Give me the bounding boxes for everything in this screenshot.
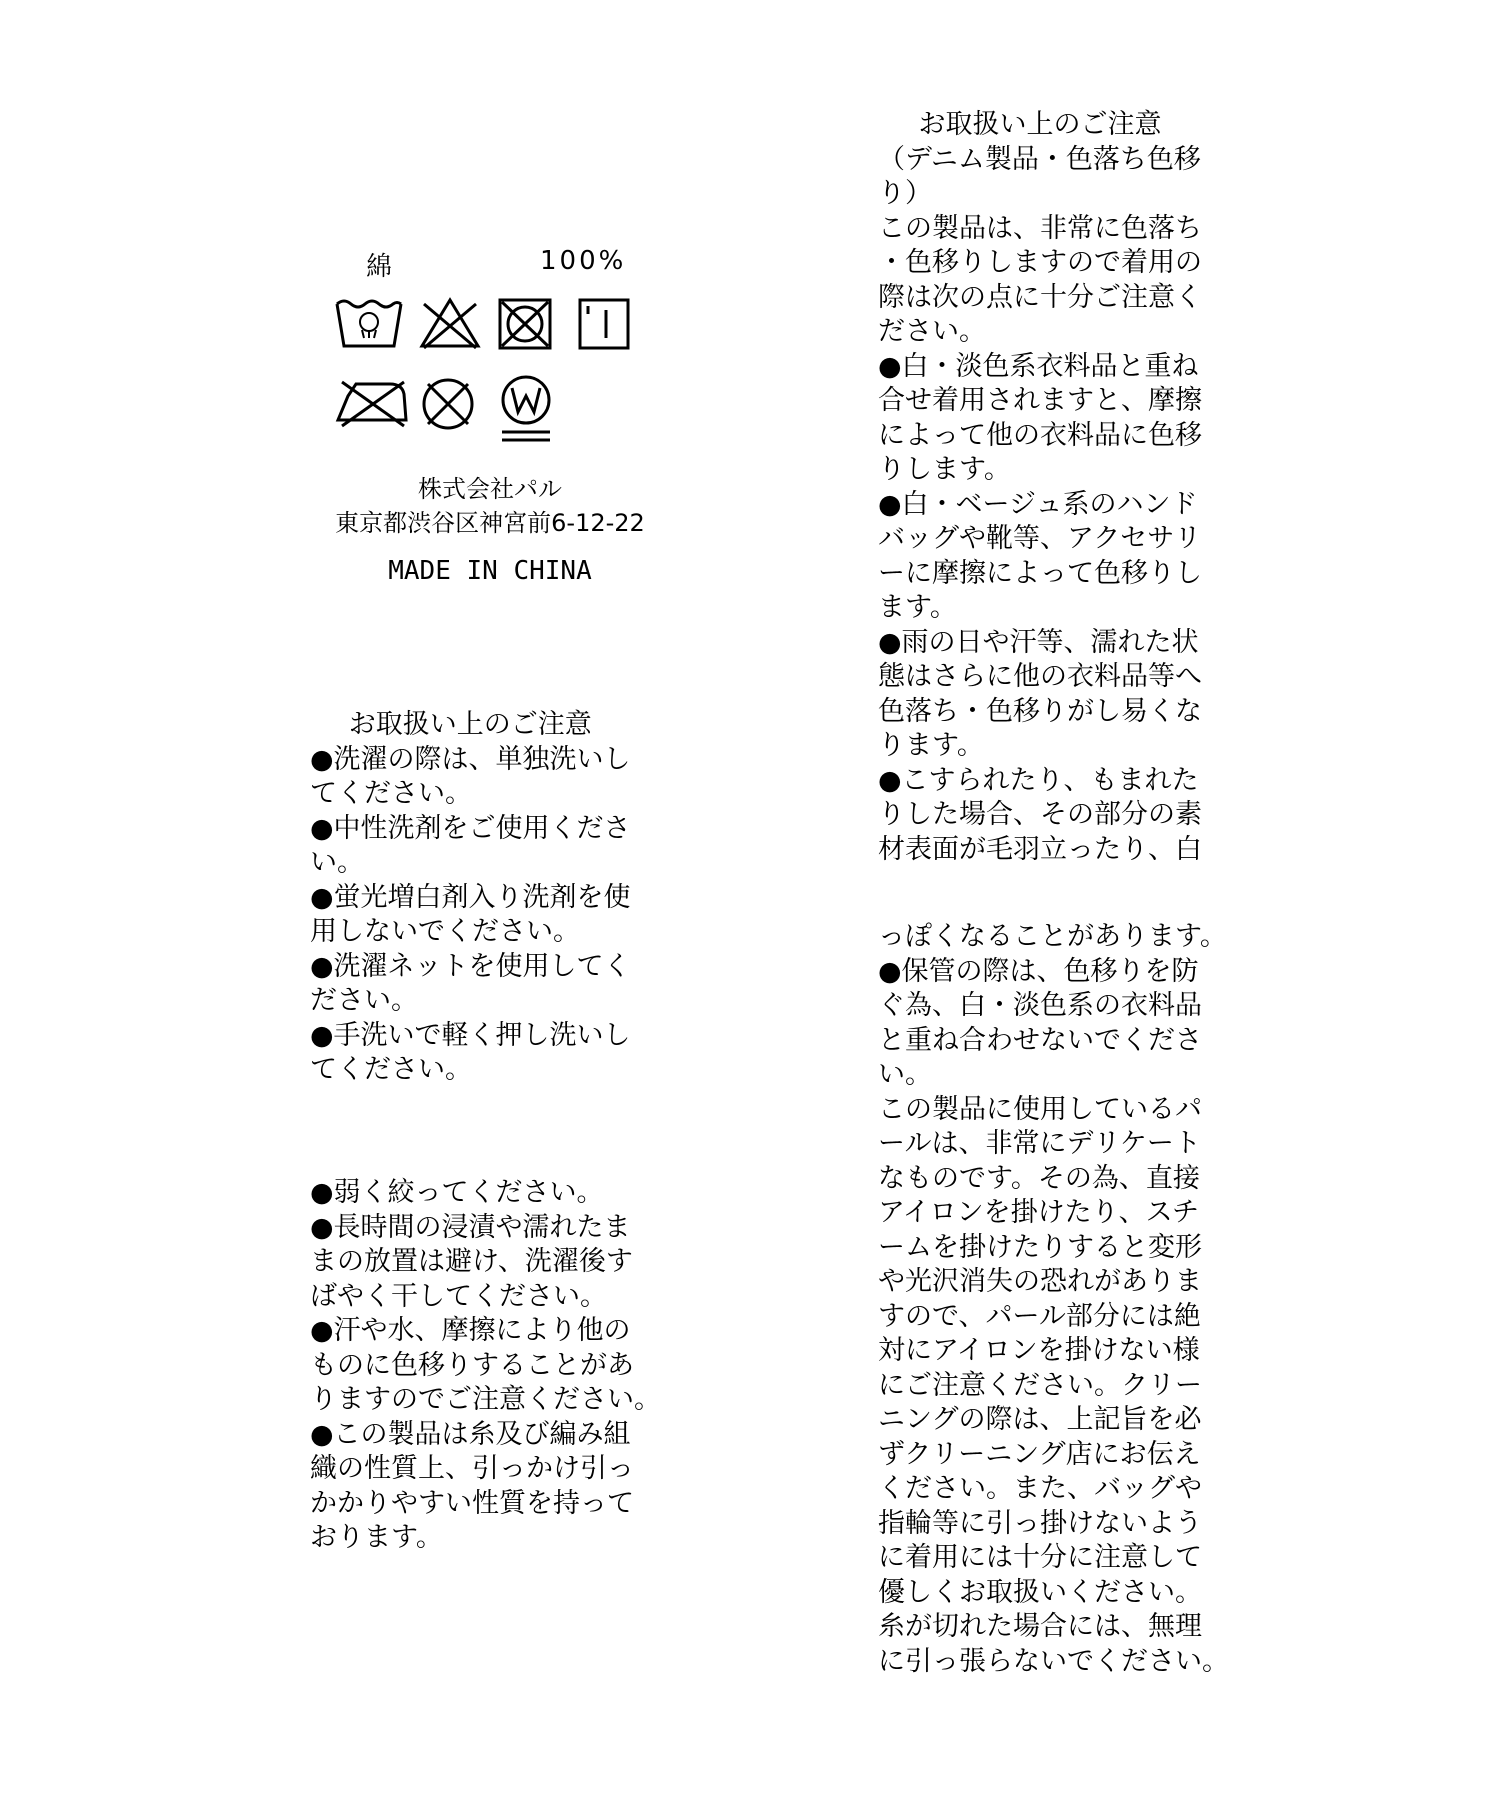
note-line: ●洗濯の際は、単独洗いし [310,743,631,775]
note-line: に引っ張らないでください。 [878,1645,1229,1677]
note-line: りします。 [878,454,1011,485]
composition-line [360,246,640,280]
note-line: ●洗濯ネットを使用してく [310,950,631,982]
note-line: ●中性洗剤をご使用くださ [310,812,631,844]
no-iron-icon [334,374,410,430]
note-line: バッグや靴等、アクセサリ [878,523,1202,554]
note-line: ●白・淡色系衣料品と重ね [878,350,1199,382]
note-line: すので、パール部分には絶 [878,1300,1201,1332]
note-line: てください。 [310,1054,472,1085]
care-notes-left-2 [310,1176,661,1556]
note-line: 優しくお取扱いください。 [878,1576,1202,1608]
care-notes-right-1 [878,108,1202,867]
note-line: アイロンを掛けたり、スチ [878,1197,1200,1228]
care-notes-right-2 [878,920,1229,1679]
note-line: 用しないでください。 [310,916,580,947]
note-line: 糸が切れた場合には、無理 [878,1611,1202,1642]
note-line: ぐ為、白・淡色系の衣料品 [878,990,1202,1021]
no-dryclean-icon [418,374,478,434]
notes-heading: お取扱い上のご注意 [348,709,592,740]
note-line: 指輪等に引っ掛けないよう [878,1507,1202,1539]
note-line: ます。 [878,592,957,623]
note-line: りした場合、その部分の素 [878,799,1202,830]
note-line: によって他の衣料品に色移 [878,419,1202,451]
note-line: 材表面が毛羽立ったり、白 [878,833,1202,865]
notes-lines [310,1176,661,1556]
note-line: 態はさらに他の衣料品等へ [878,661,1202,692]
note-line: ります。 [878,730,984,761]
note-line: 対にアイロンを掛けない様 [878,1335,1200,1366]
note-line: ●この製品は糸及び編み組 [310,1418,631,1450]
note-line: ものに色移りすることがあ [310,1349,634,1381]
note-line: ールは、非常にデリケート [878,1128,1201,1159]
note-line: この製品に使用しているパ [878,1093,1202,1125]
company-address: 東京都渋谷区神宮前6-12-22 [335,509,645,537]
note-line: なものです。その為、直接 [878,1162,1200,1194]
note-line: 織の性質上、引っかけ引っ [310,1453,634,1484]
note-line: ームを掛けたりすると変形 [878,1231,1202,1263]
note-line: い。 [878,1059,932,1090]
note-line: っぽくなることがあります。 [878,921,1227,952]
note-line: ださい。 [878,316,986,347]
note-line: と重ね合わせないでくださ [878,1024,1202,1056]
note-line: 合せ着用されますと、摩擦 [878,385,1202,416]
note-line: ・色移りしますので着用の [878,247,1202,278]
wash-30-mild-icon [334,296,404,352]
note-line: い。 [310,847,364,878]
note-line: ●こすられたり、もまれた [878,764,1199,796]
note-line: まの放置は避け、洗濯後す [310,1246,633,1277]
note-line: ●保管の際は、色移りを防 [878,955,1199,987]
care-symbols [330,290,660,460]
country-of-origin: MADE IN CHINA [388,556,592,586]
note-line: ●白・ベージュ系のハンド [878,488,1198,520]
note-line: 際は次の点に十分ご注意く [878,281,1202,313]
wet-clean-very-mild-icon [496,372,556,448]
note-line: や光沢消失の恐れがありま [878,1266,1202,1297]
note-line: ーに摩擦によって色移りし [878,557,1202,589]
note-line: りますのでご注意ください。 [310,1384,661,1415]
note-line: かかりやすい性質を持って [310,1487,634,1519]
no-bleach-icon [418,296,482,352]
note-line: この製品は、非常に色落ち [878,212,1202,244]
note-line: ●弱く絞ってください。 [310,1177,604,1208]
note-line: てください。 [310,778,472,809]
note-line: ださい。 [310,985,418,1016]
note-line: ください。また、バッグや [878,1473,1202,1504]
note-line: 色落ち・色移りがし易くな [878,695,1202,727]
care-notes-left-1 [310,708,631,1088]
material-percent: 100% [540,246,627,276]
note-line: り） [878,178,932,209]
note-line: ●長時間の浸漬や濡れたま [310,1211,631,1243]
note-line: おります。 [310,1522,443,1553]
note-line: ばやく干してください。 [310,1280,607,1312]
company-info [300,472,680,540]
material-label: 綿 [366,252,393,282]
no-tumble-dry-icon [496,296,554,352]
note-line: ●蛍光増白剤入り洗剤を使 [310,881,631,913]
note-line: ●雨の日や汗等、濡れた状 [878,626,1199,658]
note-line: （デニム製品・色落ち色移 [878,143,1201,175]
notes-lines [310,743,631,1088]
company-name: 株式会社パル [418,475,562,503]
note-line: にご注意ください。クリー [878,1369,1202,1401]
note-line: ずクリーニング店にお伝え [878,1438,1201,1470]
line-dry-icon [576,296,632,352]
note-line: に着用には十分に注意して [878,1542,1202,1573]
notes-lines [878,143,1202,868]
notes-heading: お取扱い上のご注意 [918,109,1162,140]
notes-lines [878,920,1229,1679]
note-line: ニングの際は、上記旨を必 [878,1404,1202,1435]
note-line: ●手洗いで軽く押し洗いし [310,1019,631,1051]
note-line: ●汗や水、摩擦により他の [310,1315,631,1346]
